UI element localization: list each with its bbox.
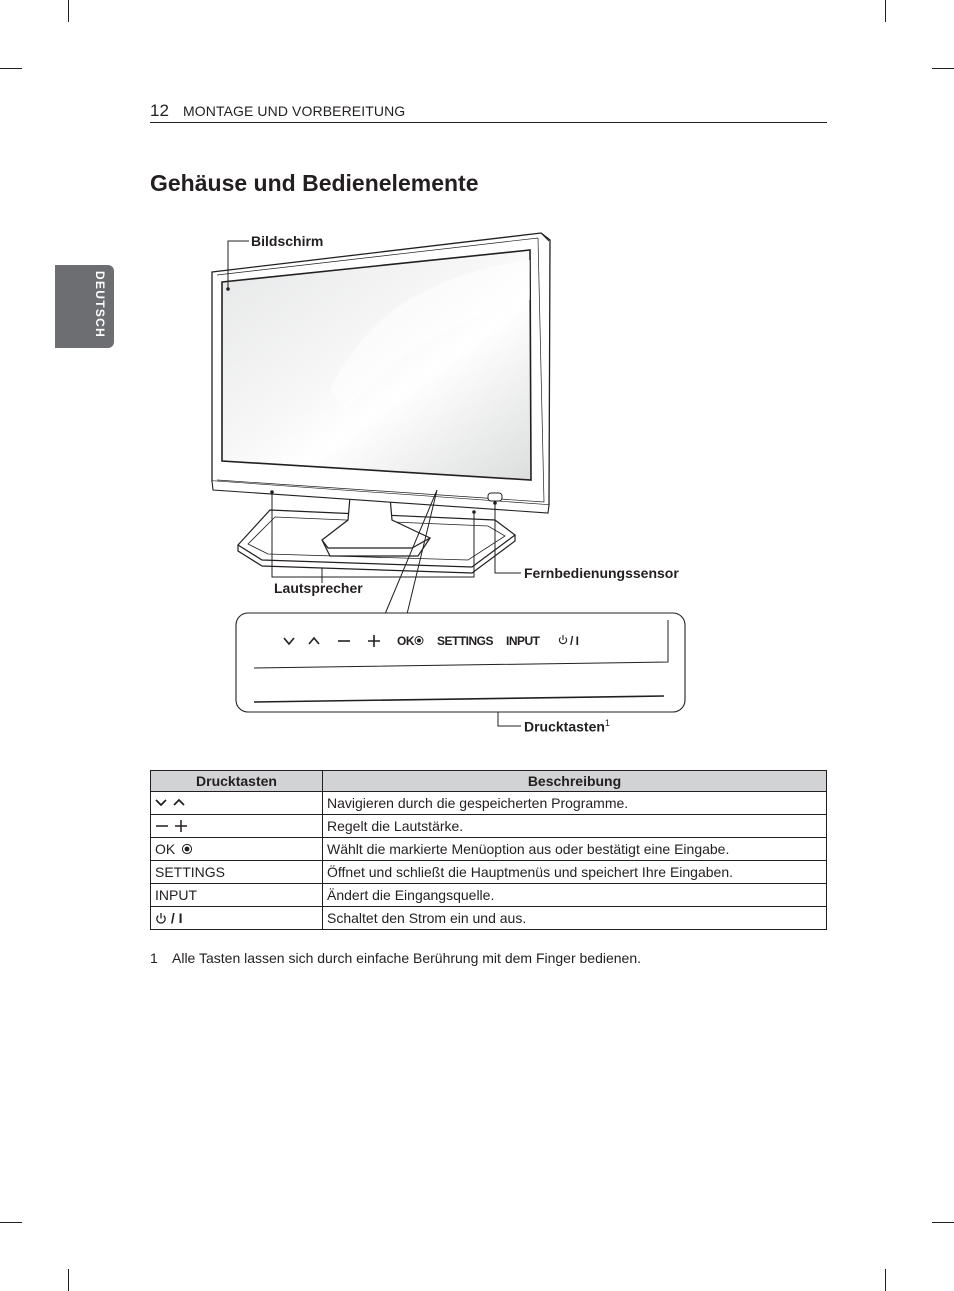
table-key-cell: [151, 792, 323, 815]
crop-mark: [932, 1222, 954, 1223]
language-tab-label: DEUTSCH: [93, 271, 107, 339]
table-row: [151, 838, 827, 861]
table-row: [151, 884, 827, 907]
panel-input-button: INPUT: [506, 634, 540, 648]
table-description-cell: Regelt die Lautstärke.: [323, 815, 827, 838]
table-header-cell: Drucktasten: [151, 771, 323, 792]
table-row: [151, 792, 827, 815]
table-row: [151, 907, 827, 930]
table-description-cell: Wählt die markierte Menüoption aus oder bestätigt eine Eingabe.: [323, 838, 827, 861]
panel-ok-button: OK: [397, 634, 414, 648]
callout-screen: Bildschirm: [251, 233, 324, 249]
crop-mark: [68, 1269, 69, 1291]
table-key-label: / I: [170, 910, 183, 926]
crop-mark: [885, 1269, 886, 1291]
panel-power-button: / I: [570, 634, 579, 648]
page-number: 12: [150, 101, 169, 120]
table-header-cell: Beschreibung: [323, 771, 827, 792]
chevron-down-up-icon: [155, 797, 191, 809]
callout-touch-buttons-label: Drucktasten: [524, 718, 605, 735]
callout-remote-sensor: Fernbedienungssensor: [524, 565, 679, 581]
minus-plus-icon: [155, 819, 191, 833]
sensor-window: [488, 493, 502, 501]
table-key-label: OK: [155, 841, 176, 857]
power-icon: [155, 912, 167, 925]
table-key-cell: [151, 907, 323, 930]
footnote-ref: 1: [604, 718, 610, 728]
panel-settings-button: SETTINGS: [437, 634, 494, 648]
ok-icon: [181, 843, 193, 855]
table-row: [151, 861, 827, 884]
table-key-cell: INPUT: [151, 884, 323, 907]
table-key-cell: [151, 838, 323, 861]
table-description-cell: Öffnet und schließt die Hauptmenüs und speichert Ihre Eingaben.: [323, 861, 827, 884]
table-description-cell: Navigieren durch die gespeicherten Programme.: [323, 792, 827, 815]
crop-mark: [0, 1222, 22, 1223]
table-description-cell: Ändert die Eingangsquelle.: [323, 884, 827, 907]
table-row: [151, 815, 827, 838]
table-key-cell: SETTINGS: [151, 861, 323, 884]
footnote-text: Alle Tasten lassen sich durch einfache Berührung mit dem Finger bedienen.: [172, 950, 642, 966]
footnote-number: 1: [150, 950, 158, 966]
page-title: Gehäuse und Bedienelemente: [150, 170, 479, 196]
table-key-cell: [151, 815, 323, 838]
buttons-table: [150, 770, 827, 930]
table-description-cell: Schaltet den Strom ein und aus.: [323, 907, 827, 930]
callout-touch-buttons: [524, 718, 610, 735]
section-title: MONTAGE UND VORBEREITUNG: [183, 103, 406, 119]
table-header-row: [151, 771, 827, 792]
callout-speakers: Lautsprecher: [274, 580, 363, 596]
